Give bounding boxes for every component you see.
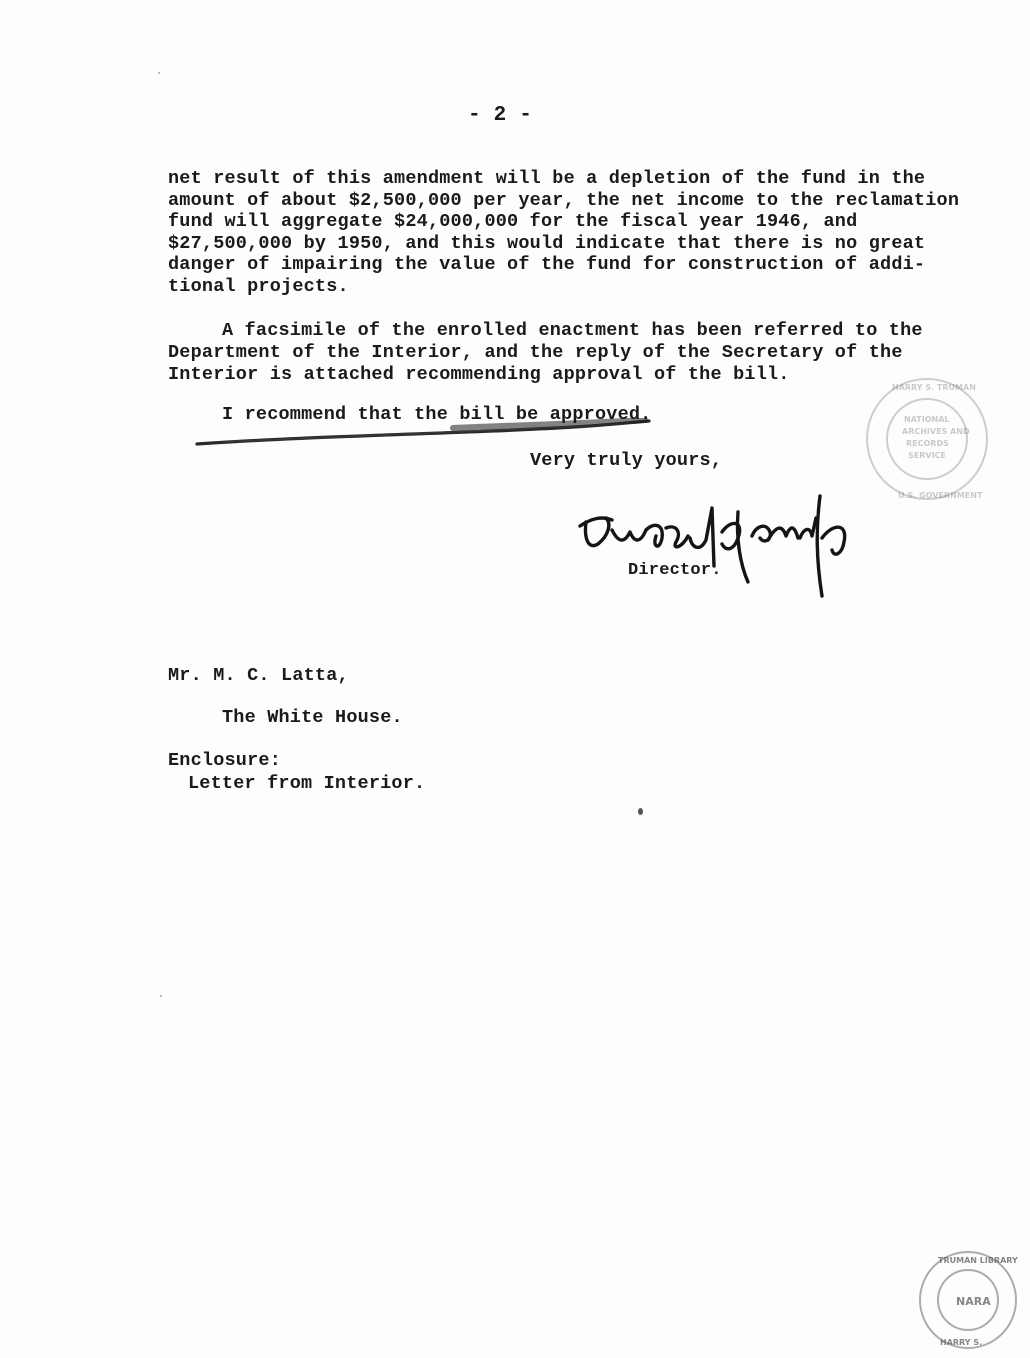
- signer-title: Director.: [628, 561, 722, 580]
- nara-seal-stamp: [910, 1245, 1025, 1355]
- svg-text:HARRY S.: HARRY S.: [940, 1338, 983, 1347]
- svg-text:NATIONAL: NATIONAL: [904, 415, 950, 424]
- enclosure-label: Enclosure:: [168, 750, 282, 771]
- paragraph-line: fund will aggregate $24,000,000 for the fiscal year 1946, and: [168, 211, 858, 232]
- paragraph-line: net result of this amendment will be a depletion of the fund in the: [168, 168, 926, 189]
- paper-speck: [158, 72, 160, 74]
- paragraph-line: danger of impairing the value of the fund for construction of addi-: [168, 254, 926, 275]
- paragraph-line: Department of the Interior, and the reply of the Secretary of the: [168, 342, 903, 363]
- recipient-name: Mr. M. C. Latta,: [168, 665, 349, 686]
- svg-text:U.S. GOVERNMENT: U.S. GOVERNMENT: [898, 491, 983, 500]
- pen-underline-stroke: [193, 418, 653, 450]
- svg-text:SERVICE: SERVICE: [908, 451, 946, 460]
- paragraph-line: $27,500,000 by 1950, and this would indicate that there is no great: [168, 233, 926, 254]
- svg-text:TRUMAN LIBRARY: TRUMAN LIBRARY: [938, 1256, 1018, 1265]
- enclosure-item: Letter from Interior.: [188, 773, 426, 794]
- paragraph-line: amount of about $2,500,000 per year, the net income to the reclamation: [168, 190, 960, 211]
- page-number: - 2 -: [468, 104, 533, 127]
- closing-line: Very truly yours,: [530, 450, 723, 471]
- svg-text:HARRY S. TRUMAN: HARRY S. TRUMAN: [892, 383, 976, 392]
- handwritten-signature: [572, 478, 862, 603]
- paragraph-line: A facsimile of the enrolled enactment has been referred to the: [222, 320, 923, 341]
- paper-speck: [638, 808, 643, 815]
- svg-text:RECORDS: RECORDS: [906, 439, 949, 448]
- svg-text:ARCHIVES AND: ARCHIVES AND: [902, 427, 970, 436]
- recipient-address: The White House.: [222, 707, 403, 728]
- paper-speck: [160, 995, 162, 997]
- recommendation-line: I recommend that the bill be approved.: [222, 404, 652, 425]
- paragraph-line: tional projects.: [168, 276, 349, 297]
- paragraph-line: Interior is attached recommending approval of the bill.: [168, 364, 790, 385]
- svg-text:NARA: NARA: [956, 1295, 991, 1308]
- library-stamp: [852, 372, 1002, 507]
